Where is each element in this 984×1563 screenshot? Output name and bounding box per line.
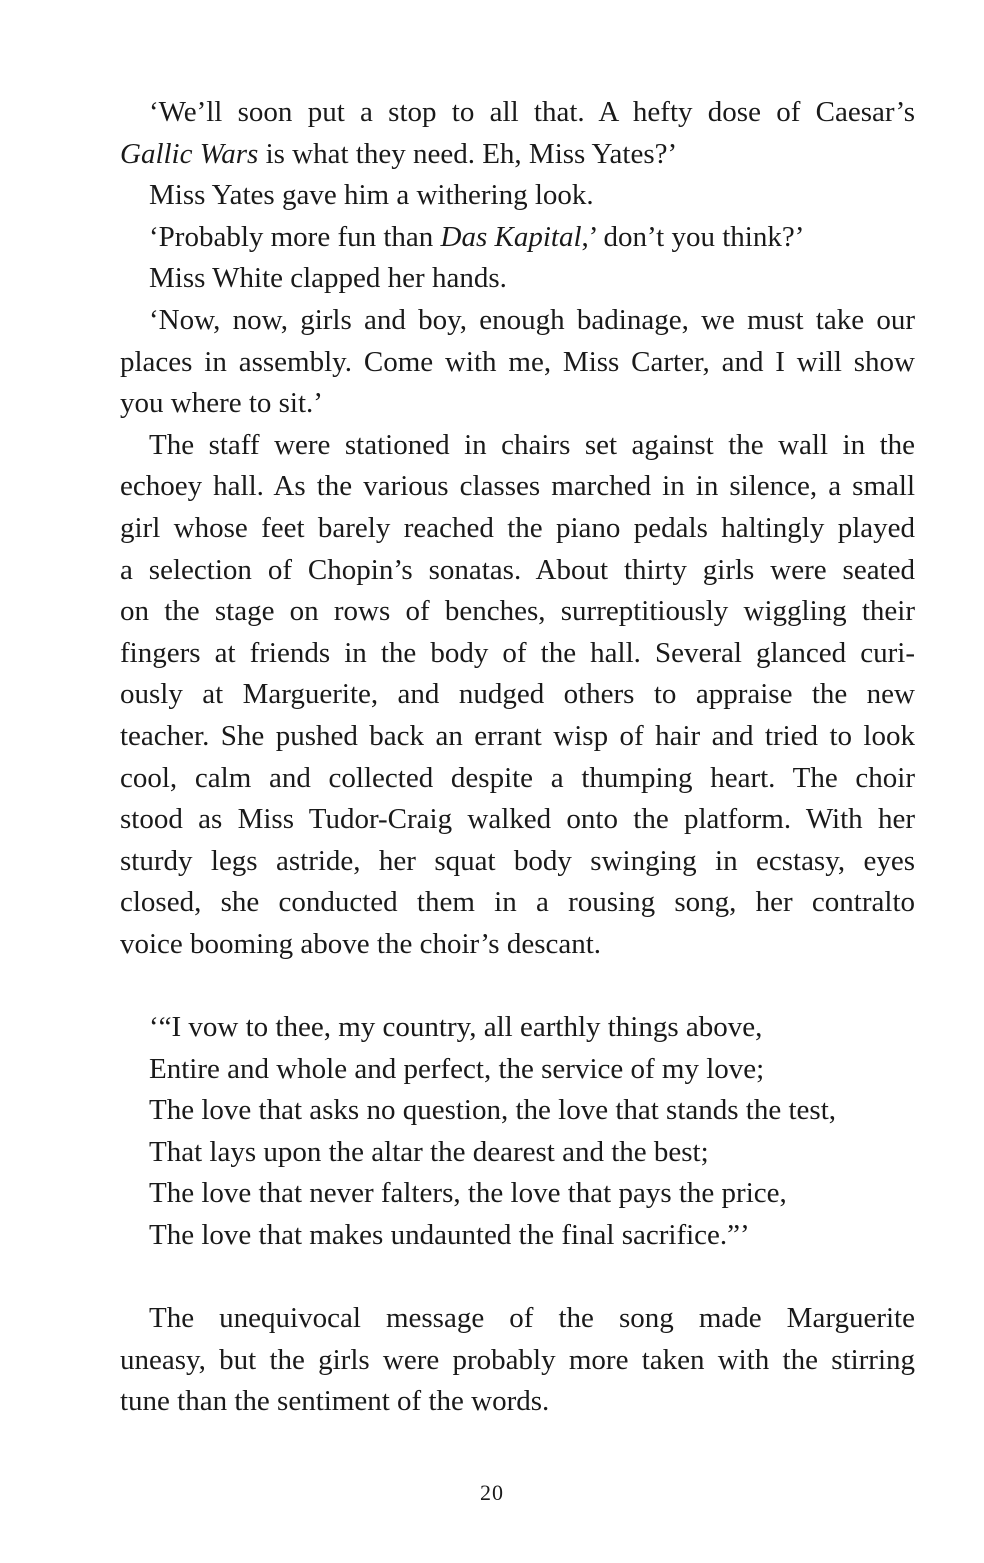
text-line: cool, calm and collected despite a thumping heart. The choir bbox=[120, 761, 915, 794]
text-line bbox=[120, 217, 915, 259]
text-line: girl whose feet barely reached the piano pedals haltingly played bbox=[120, 511, 915, 544]
text-line: ‘Now, now, girls and boy, enough badinage, we must take our bbox=[149, 303, 915, 336]
text-line: tune than the sentiment of the words. bbox=[120, 1385, 550, 1418]
italic-title: Gallic Wars bbox=[120, 137, 259, 170]
verse-line: The love that makes undaunted the final sacrifice.”’ bbox=[149, 1219, 750, 1252]
text-line: The unequivocal message of the song made Marguerite bbox=[149, 1302, 915, 1335]
book-page bbox=[120, 92, 915, 1423]
text-line: ‘We’ll soon put a stop to all that. A hefty dose of Caesar’s bbox=[149, 96, 915, 128]
text-line: ously at Marguerite, and nudged others to appraise the new bbox=[120, 678, 915, 711]
italic-title: Das Kapital bbox=[440, 220, 582, 253]
verse-line: ‘“I vow to thee, my country, all earthly things above, bbox=[149, 1011, 763, 1044]
verse-block bbox=[120, 1007, 915, 1257]
text-line bbox=[120, 134, 915, 176]
text-run: ‘Probably more fun than bbox=[149, 220, 441, 253]
page-number: 20 bbox=[480, 1480, 504, 1505]
spacer bbox=[120, 1257, 915, 1299]
text-line: places in assembly. Come with me, Miss Carter, and I will show bbox=[120, 345, 915, 378]
verse-line: The love that asks no question, the love that stands the test, bbox=[149, 1094, 837, 1127]
verse-line: The love that never falters, the love that pays the price, bbox=[149, 1177, 787, 1210]
text-line: you where to sit.’ bbox=[120, 387, 323, 420]
text-line: stood as Miss Tudor-Craig walked onto the platform. With her bbox=[120, 803, 915, 836]
text-line: voice booming above the choir’s descant. bbox=[120, 927, 602, 960]
text-line: teacher. She pushed back an errant wisp of hair and tried to look bbox=[120, 719, 915, 752]
text-line: echoey hall. As the various classes marched in in silence, a small bbox=[120, 470, 915, 503]
text-line: a selection of Chopin’s sonatas. About thirty girls were seated bbox=[120, 553, 915, 586]
verse-line: Entire and whole and perfect, the service of my love; bbox=[149, 1052, 765, 1085]
text-line: sturdy legs astride, her squat body swinging in ecstasy, eyes bbox=[120, 844, 915, 877]
prose-bottom bbox=[120, 1298, 915, 1423]
text-run: is what they need. Eh, Miss Yates?’ bbox=[258, 137, 678, 170]
spacer bbox=[120, 965, 915, 1007]
text-line: on the stage on rows of benches, surreptitiously wiggling their bbox=[120, 595, 915, 628]
text-line: uneasy, but the girls were probably more taken with the stirring bbox=[120, 1343, 915, 1376]
prose-top bbox=[120, 92, 915, 965]
text-run: ,’ don’t you think?’ bbox=[581, 220, 805, 253]
text-line: Miss White clapped her hands. bbox=[149, 262, 507, 295]
text-line: closed, she conducted them in a rousing song, her contralto bbox=[120, 886, 915, 919]
text-line: fingers at friends in the body of the hall. Several glanced curi- bbox=[120, 636, 915, 669]
verse-line: That lays upon the altar the dearest and the best; bbox=[149, 1135, 709, 1168]
text-line: The staff were stationed in chairs set against the wall in the bbox=[149, 428, 915, 461]
text-line: Miss Yates gave him a withering look. bbox=[149, 179, 594, 212]
